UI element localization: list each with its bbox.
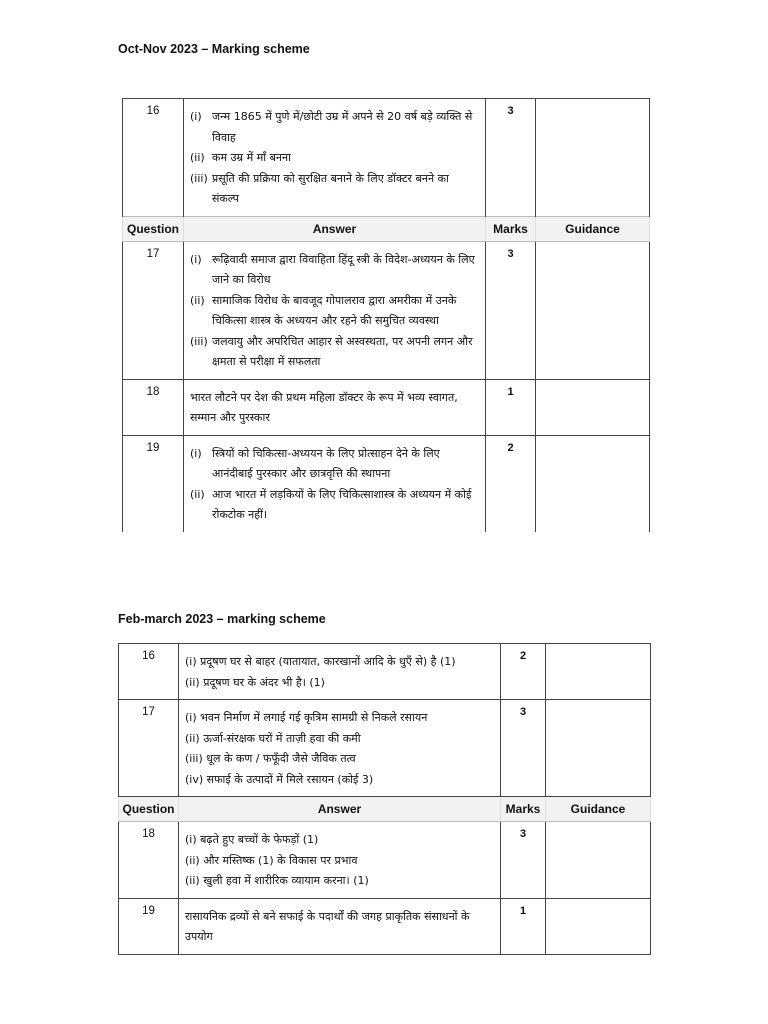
guidance-cell [546,644,651,700]
answer-item [190,169,477,210]
column-header-guidance: Guidance [536,216,650,241]
question-number: 17 [123,241,184,379]
answer-cell [179,898,501,954]
answer-cell [184,379,486,435]
answer-item [190,485,477,526]
answer-cell [184,241,486,379]
item-text: स्त्रियों को चिकित्सा-अध्ययन के लिए प्रोत्साहन देने के लिए आनंदीबाई पुरस्कार और छात्रवृत्ति की स्थापना [212,446,440,480]
marks-value: 3 [486,99,536,217]
answer-item [190,148,477,169]
question-number: 16 [123,99,184,217]
item-number: (iii) [190,171,208,185]
guidance-cell [546,700,651,797]
item-number: (ii) [190,151,205,164]
answer-line: (i) बढ़ते हुए बच्चों के फेफड़ों (1) [185,833,319,846]
answer-line: (ii) ऊर्जा-संरक्षक घरों में ताज़ी हवा की कमी [185,731,361,745]
guidance-cell [536,379,650,435]
marks-value: 2 [486,435,536,532]
marking-scheme-table-oct-nov [122,98,650,532]
item-number: (ii) [190,293,205,307]
item-number: (i) [190,252,202,266]
item-text: प्रसूति की प्रक्रिया को सुरक्षित बनाने के लिए डॉक्टर बनने का संकल्प [212,171,449,205]
marks-value: 1 [501,898,546,954]
item-number: (iii) [190,334,208,348]
section-heading-feb-march: Feb-march 2023 – marking scheme [118,612,326,626]
marks-value: 3 [486,241,536,379]
table-row [119,822,651,899]
item-text: जलवायु और अपरिचित आहार से अस्वस्थता, पर अपनी लगन और क्षमता से परीक्षा में सफलता [212,334,473,368]
table-row [119,898,651,954]
marks-value: 2 [501,644,546,700]
question-number: 16 [119,644,179,700]
column-header-marks: Marks [486,216,536,241]
answer-cell [184,99,486,217]
answer-text: रासायनिक द्रव्यों से बने सफाई के पदार्थों की जगह प्राकृतिक संसाधनों के उपयोग [185,909,470,943]
question-number: 19 [119,898,179,954]
answer-line: (ii) खुली हवा में शारीरिक व्यायाम करना। (1) [185,874,369,887]
table-row [123,435,650,532]
item-number: (i) [190,446,202,460]
table-row [123,99,650,217]
marks-value: 3 [501,822,546,899]
question-number: 18 [123,379,184,435]
marks-value: 1 [486,379,536,435]
column-header-guidance: Guidance [546,797,651,822]
answer-line: (iv) सफाई के उत्पादों में मिले रसायन (कोई 3) [185,772,374,786]
marking-scheme-table-feb-march [118,643,651,955]
answer-item [190,107,477,148]
guidance-cell [546,898,651,954]
answer-line: (i) प्रदूषण घर से बाहर (यातायात, कारखानों आदि के धुएँ से) है (1) [185,655,456,668]
answer-item [190,332,477,373]
item-text: रूढ़िवादी समाज द्वारा विवाहिता हिंदू स्त्री के विदेश-अध्ययन के लिए जाने का विरोध [212,252,475,286]
item-number: (i) [190,110,202,123]
item-text: आज भारत में लड़कियों के लिए चिकित्साशास्त्र के अध्ययन में कोई रोकटोक नहीं। [212,487,472,521]
answer-item [190,250,477,291]
question-number: 17 [119,700,179,797]
table-header-row [119,797,651,822]
table-row [119,700,651,797]
marks-value: 3 [501,700,546,797]
column-header-answer: Answer [184,216,486,241]
guidance-cell [546,822,651,899]
guidance-cell [536,99,650,217]
column-header-question: Question [119,797,179,822]
question-number: 18 [119,822,179,899]
answer-text: भारत लौटने पर देश की प्रथम महिला डॉक्टर के रूप में भव्य स्वागत, सम्मान और पुरस्कार [190,390,458,424]
answer-item [190,291,477,332]
answer-cell [179,700,501,797]
answer-cell [184,435,486,532]
table-row [123,241,650,379]
answer-line: (iii) धूल के कण / फफूँदी जैसे जैविक तत्व [185,752,356,765]
item-text: कम उम्र में माँ बनना [212,151,291,164]
column-header-marks: Marks [501,797,546,822]
answer-item [190,444,477,485]
question-number: 19 [123,435,184,532]
answer-cell [179,822,501,899]
guidance-cell [536,435,650,532]
guidance-cell [536,241,650,379]
answer-line: (ii) और मस्तिष्क (1) के विकास पर प्रभाव [185,853,358,867]
answer-line: (i) भवन निर्माण में लगाई गई कृत्रिम सामग्री से निकले रसायन [185,711,428,724]
section-heading-oct-nov: Oct-Nov 2023 – Marking scheme [118,42,310,56]
column-header-answer: Answer [179,797,501,822]
answer-cell [179,644,501,700]
table-header-row [123,216,650,241]
table-row [119,644,651,700]
column-header-question: Question [123,216,184,241]
table-row [123,379,650,435]
item-text: जन्म 1865 में पुणे में/छोटी उम्र में अपने से 20 वर्ष बड़े व्यक्ति से विवाह [212,110,473,144]
item-number: (ii) [190,487,205,501]
answer-line: (ii) प्रदूषण घर के अंदर भी है। (1) [185,675,325,689]
item-text: सामाजिक विरोध के बावजूद गोपालराव द्वारा अमरीका में उनके चिकित्सा शास्त्र के अध्ययन और रहने की समुचित व्यवस्था [212,293,457,327]
